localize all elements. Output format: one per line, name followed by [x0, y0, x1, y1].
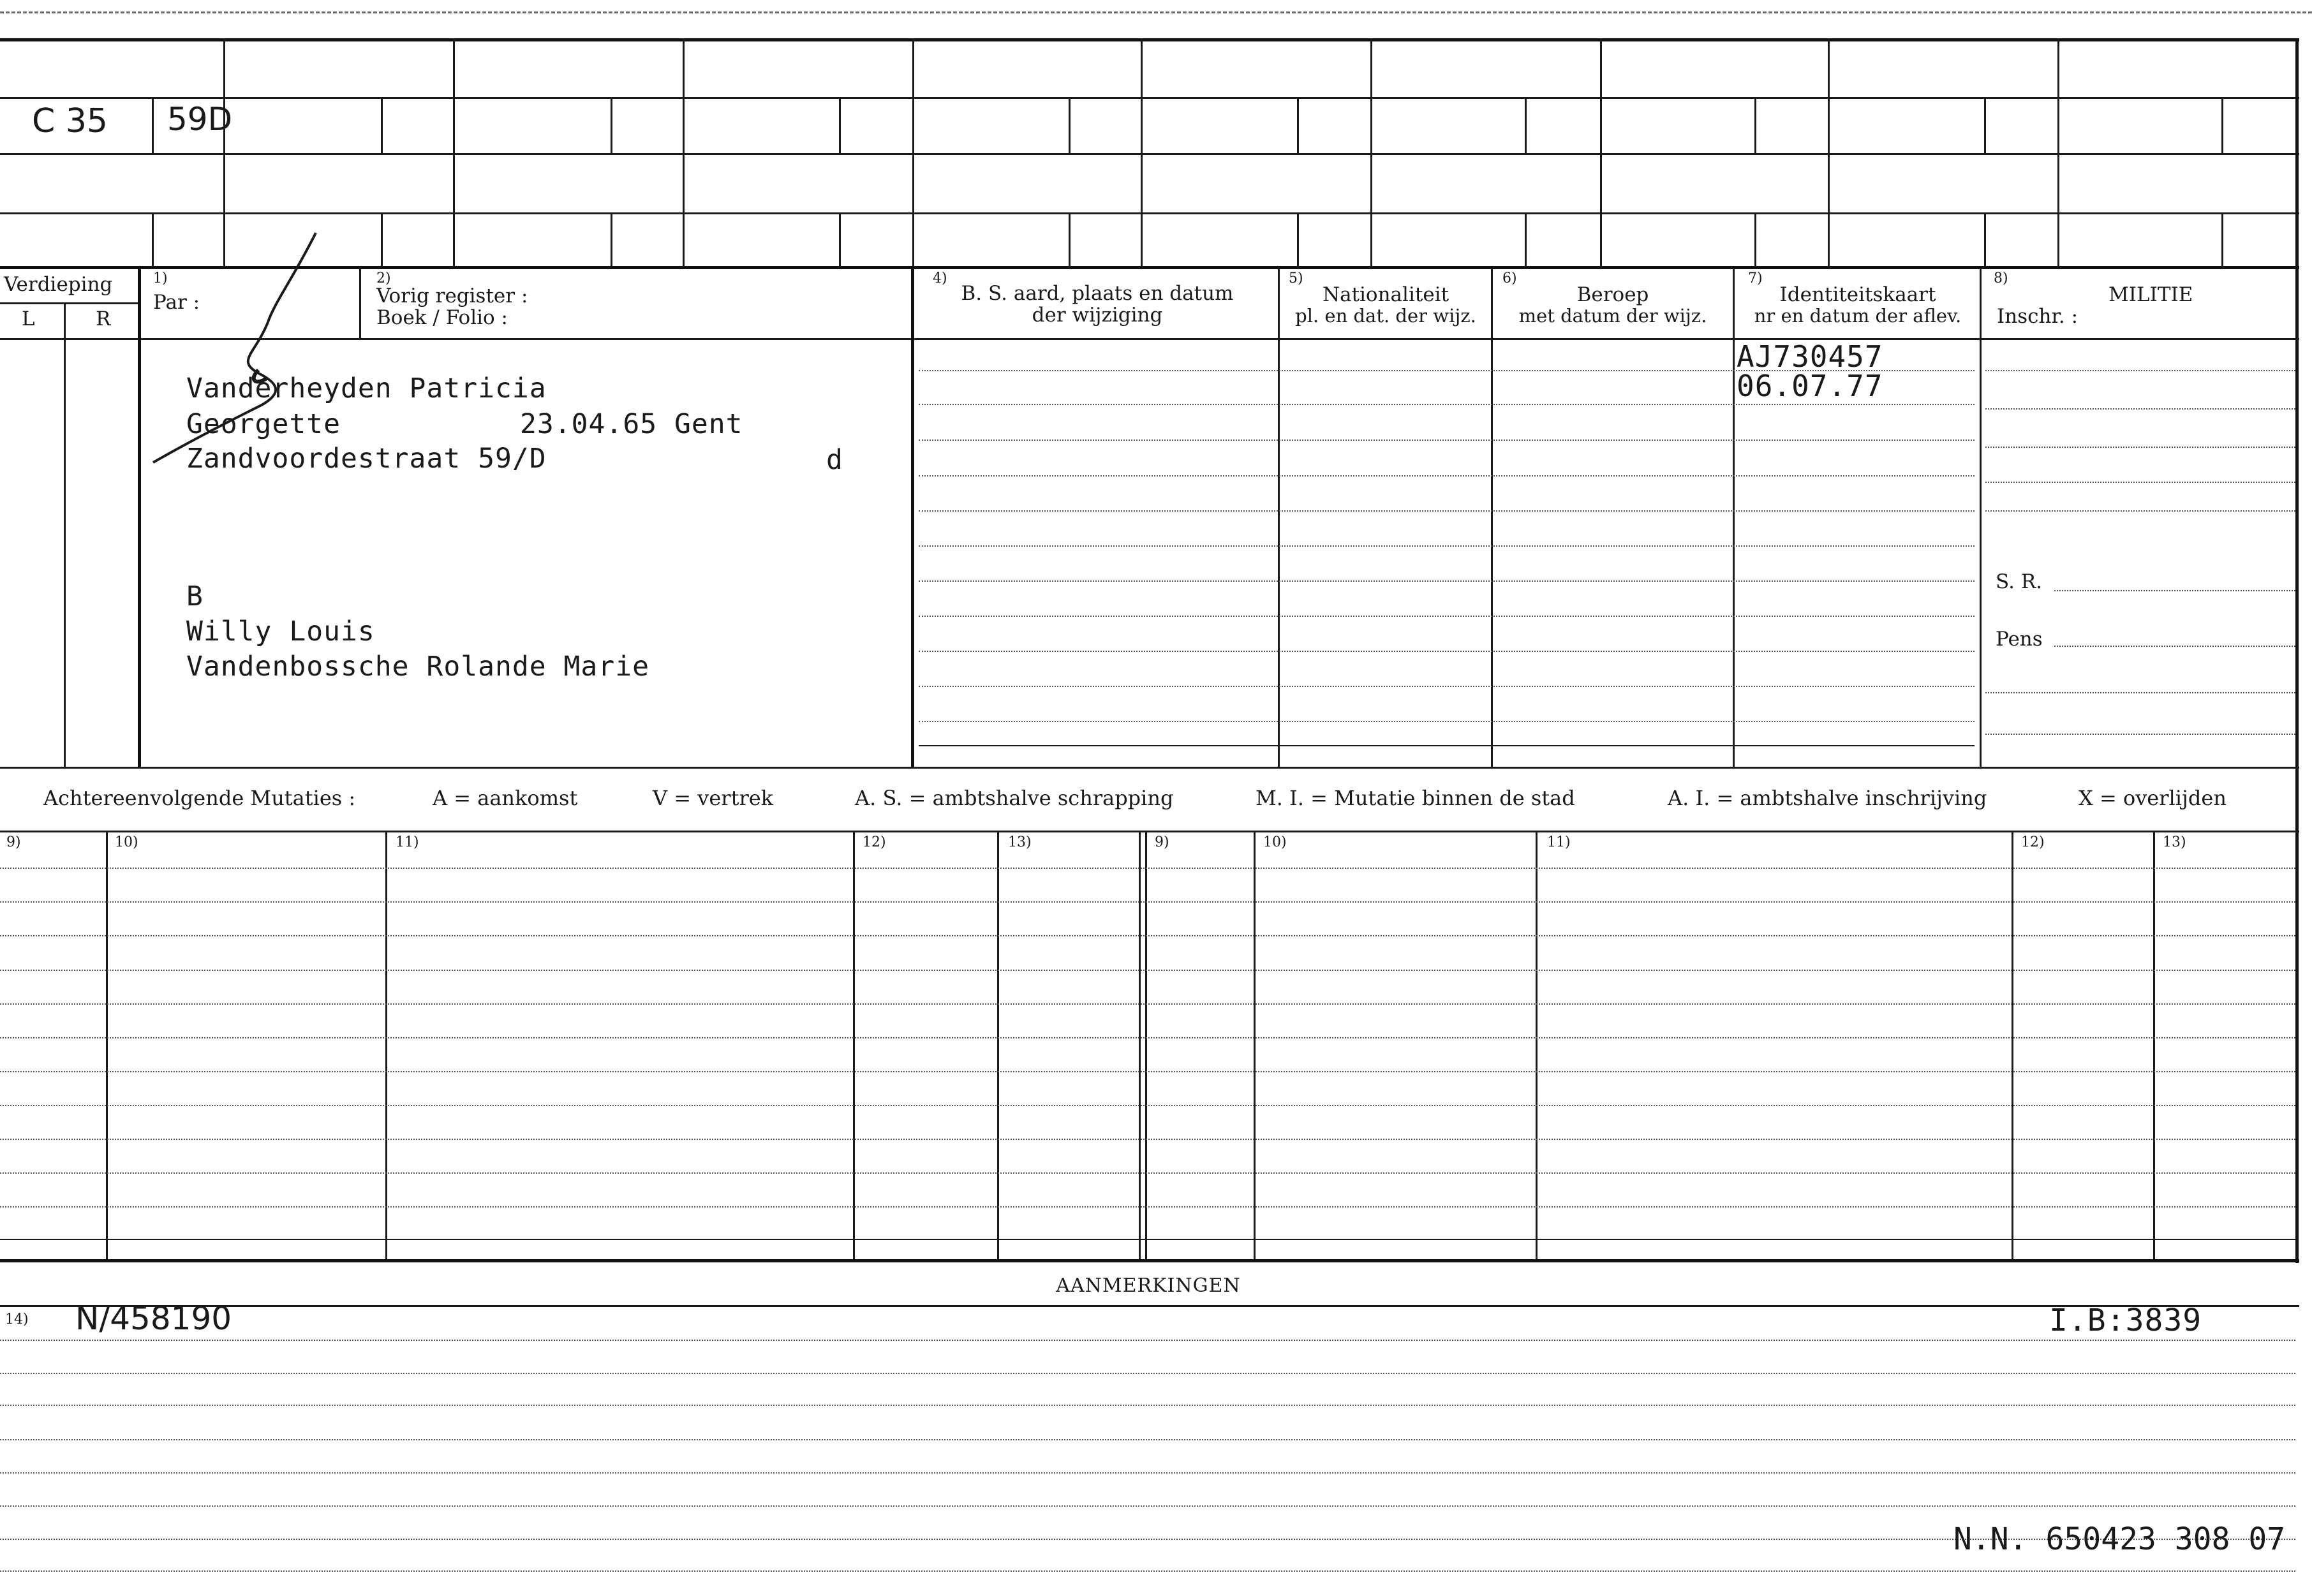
- pen-stroke-icon: [147, 226, 338, 469]
- par-label: Par :: [153, 291, 200, 314]
- right-border: [2295, 38, 2299, 1263]
- top-grid-sub-line: [381, 212, 383, 267]
- aanm-row-line: [0, 1472, 2295, 1474]
- row-line: [919, 510, 1975, 512]
- row-line: [1985, 734, 2295, 735]
- col-line-vorig: [359, 268, 361, 339]
- vorig-register-label: Vorig register :: [376, 284, 528, 307]
- top-grid-sub-line: [1297, 212, 1299, 267]
- top-grid-line: [0, 153, 2299, 155]
- mut-col-line: [1139, 831, 1141, 1259]
- row-solid-line: [919, 745, 1975, 746]
- r-label: R: [96, 307, 111, 330]
- aanm-row-line: [0, 1505, 2295, 1507]
- col4-num: 4): [933, 270, 947, 286]
- person-name-line2: Georgette: [186, 408, 341, 440]
- mut-col-line: [1536, 831, 1538, 1259]
- aanmerkingen-ib: I.B:3839: [2049, 1303, 2202, 1338]
- mut-col-10b: 10): [1263, 834, 1287, 850]
- mut-row-line: [0, 1105, 2295, 1106]
- mut-col-line: [853, 831, 855, 1259]
- aanm-row-line: [0, 1373, 2295, 1374]
- mut-col-line: [1145, 831, 1147, 1259]
- col6-num: 6): [1502, 270, 1517, 286]
- col-line-bs: [911, 266, 914, 768]
- mut-row-line: [0, 868, 2295, 869]
- mut-col-9a: 9): [6, 834, 21, 850]
- aanmerkingen-num: 14): [5, 1312, 29, 1327]
- aanmerkingen-title: AANMERKINGEN: [1056, 1275, 1241, 1297]
- person-name-line: Vanderheyden Patricia: [186, 373, 547, 404]
- row-line: [919, 475, 1975, 477]
- mut-row-line: [0, 1206, 2295, 1208]
- verdieping-divider: [0, 302, 139, 304]
- beroep-label-1: Beroep: [1576, 283, 1649, 306]
- mutaties-x: X = overlijden: [2079, 786, 2227, 810]
- mut-row-line: [0, 935, 2295, 936]
- nationaliteit-label-1: Nationaliteit: [1322, 283, 1449, 306]
- aanm-row-line: [0, 1405, 2295, 1406]
- top-grid-sub-line: [1069, 212, 1071, 267]
- mut-col-11a: 11): [396, 834, 419, 850]
- col-line-militie: [1980, 268, 1982, 768]
- top-grid-sub-line: [1984, 212, 1986, 267]
- mutaties-bottom-line: [0, 1259, 2299, 1262]
- top-grid-col-line: [1370, 38, 1372, 268]
- boek-folio-label: Boek / Folio :: [376, 306, 508, 329]
- top-grid-sub-line: [381, 97, 383, 153]
- mutaties-ai: A. I. = ambtshalve inschrijving: [1668, 786, 1987, 810]
- top-grid-col-line: [2057, 38, 2059, 268]
- pens-label: Pens: [1996, 628, 2043, 651]
- row-line: [919, 721, 1975, 722]
- mutaties-top-line: [0, 831, 2299, 832]
- aanmerkingen-ref: N/458190: [75, 1300, 232, 1337]
- aanm-row-line: [0, 1570, 2295, 1572]
- row-line: [1985, 510, 2295, 512]
- mut-col-13a: 13): [1008, 834, 1032, 850]
- aanmerkingen-top-line: [0, 1305, 2299, 1307]
- militie-label: MILITIE: [2108, 283, 2193, 306]
- top-grid-sub-line: [1754, 212, 1756, 267]
- row-line: [1985, 447, 2295, 448]
- mut-row-line: [0, 1139, 2295, 1140]
- top-grid-col-line: [453, 38, 455, 268]
- col7-num: 7): [1748, 270, 1763, 286]
- row-line: [919, 545, 1975, 547]
- row-line: [919, 440, 1975, 441]
- header-top-line: [0, 266, 2299, 269]
- person-d-mark: d: [826, 444, 843, 476]
- top-grid-col-line: [1600, 38, 1602, 268]
- top-grid-sub-line: [1069, 97, 1071, 153]
- verdieping-label: Verdieping: [4, 273, 113, 296]
- col2-num: 2): [376, 270, 391, 286]
- mut-row-solid-line: [0, 1239, 2295, 1240]
- bs-label-1: B. S. aard, plaats en datum: [961, 282, 1234, 305]
- top-grid-col-line: [912, 38, 914, 268]
- mut-row-line: [0, 1071, 2295, 1072]
- top-grid-top-line: [0, 38, 2299, 41]
- top-grid-sub-line: [1525, 212, 1527, 267]
- aanm-row-line: [0, 1439, 2295, 1440]
- header-bottom-line: [0, 338, 2299, 340]
- row-line: [919, 404, 1975, 405]
- top-grid-col-line: [1141, 38, 1143, 268]
- top-grid-sub-line: [1754, 97, 1756, 153]
- top-grid-sub-line: [611, 97, 612, 153]
- id-number: AJ730457: [1737, 339, 1883, 374]
- top-grid-sub-line: [611, 212, 612, 267]
- col-line-nat: [1278, 268, 1280, 768]
- main-section-bottom-line: [0, 767, 2299, 769]
- row-line: [2054, 646, 2295, 647]
- mut-col-line: [2153, 831, 2155, 1259]
- mutaties-a: A = aankomst: [433, 786, 578, 810]
- person-b-mark: B: [186, 580, 204, 612]
- row-line: [919, 616, 1975, 617]
- top-grid-sub-line: [2221, 97, 2223, 153]
- mut-col-12b: 12): [2021, 834, 2045, 850]
- row-line: [2054, 590, 2295, 591]
- col1-num: 1): [153, 270, 168, 286]
- mutaties-as: A. S. = ambtshalve schrapping: [855, 786, 1174, 810]
- code-59d: 59D: [167, 101, 233, 138]
- beroep-label-2: met datum der wijz.: [1518, 305, 1707, 327]
- col-line-beroep: [1491, 268, 1493, 768]
- top-grid-col-line: [683, 38, 685, 268]
- col-line-id: [1733, 268, 1735, 768]
- top-grid-col-line: [1828, 38, 1830, 268]
- person-birth: 23.04.65 Gent: [520, 408, 743, 440]
- national-number: N.N. 650423 308 07: [1953, 1521, 2286, 1557]
- mut-col-line: [106, 831, 108, 1259]
- mut-col-13b: 13): [2163, 834, 2186, 850]
- mut-col-line: [1254, 831, 1256, 1259]
- mut-col-line: [997, 831, 999, 1259]
- l-label: L: [22, 307, 35, 330]
- identiteitskaart-label-2: nr en datum der aflev.: [1754, 305, 1962, 327]
- mut-col-line: [385, 831, 387, 1259]
- col-line-lr: [64, 302, 66, 768]
- mut-col-line: [2012, 831, 2013, 1259]
- top-grid-sub-line: [1297, 97, 1299, 153]
- bs-label-2: der wijziging: [1032, 304, 1163, 327]
- col5-num: 5): [1289, 270, 1303, 286]
- top-grid-sub-line: [2221, 212, 2223, 267]
- row-line: [1985, 370, 2295, 371]
- father-name: Willy Louis: [186, 616, 375, 647]
- mut-col-10a: 10): [115, 834, 138, 850]
- col8-num: 8): [1994, 270, 2008, 286]
- nationaliteit-label-2: pl. en dat. der wijz.: [1295, 305, 1476, 327]
- sr-label: S. R.: [1996, 570, 2043, 593]
- mut-row-line: [0, 1003, 2295, 1005]
- row-line: [919, 651, 1975, 652]
- identiteitskaart-label-1: Identiteitskaart: [1779, 283, 1936, 306]
- row-line: [919, 580, 1975, 582]
- row-line: [1985, 408, 2295, 410]
- code-c35: C 35: [32, 102, 108, 140]
- mother-name: Vandenbossche Rolande Marie: [186, 651, 649, 683]
- mut-col-11b: 11): [1547, 834, 1571, 850]
- aanm-row-line: [0, 1539, 2295, 1540]
- mut-col-9b: 9): [1155, 834, 1169, 850]
- row-line: [919, 686, 1975, 687]
- mut-row-line: [0, 1172, 2295, 1174]
- mut-col-12a: 12): [863, 834, 886, 850]
- mutaties-v: V = vertrek: [653, 786, 774, 810]
- row-line: [1985, 692, 2295, 693]
- col-line-par: [138, 266, 141, 768]
- top-grid-sub-line: [1525, 97, 1527, 153]
- inschr-label: Inschr. :: [1997, 305, 2079, 328]
- top-grid-line: [0, 212, 2299, 214]
- top-grid-sub-line: [839, 212, 841, 267]
- top-grid-sub-line: [152, 97, 154, 153]
- mut-row-line: [0, 1037, 2295, 1038]
- mutaties-title: Achtereenvolgende Mutaties :: [43, 786, 356, 810]
- top-grid-line: [0, 97, 2299, 99]
- row-line: [1985, 482, 2295, 483]
- top-dashed-edge: [0, 11, 2312, 13]
- mut-row-line: [0, 970, 2295, 971]
- top-grid-sub-line: [1984, 97, 1986, 153]
- aanm-row-line: [0, 1340, 2295, 1341]
- top-grid-sub-line: [839, 97, 841, 153]
- id-date: 06.07.77: [1737, 369, 1883, 403]
- person-address: Zandvoordestraat 59/D: [186, 443, 547, 475]
- mut-row-line: [0, 901, 2295, 903]
- mutaties-mi: M. I. = Mutatie binnen de stad: [1256, 786, 1575, 810]
